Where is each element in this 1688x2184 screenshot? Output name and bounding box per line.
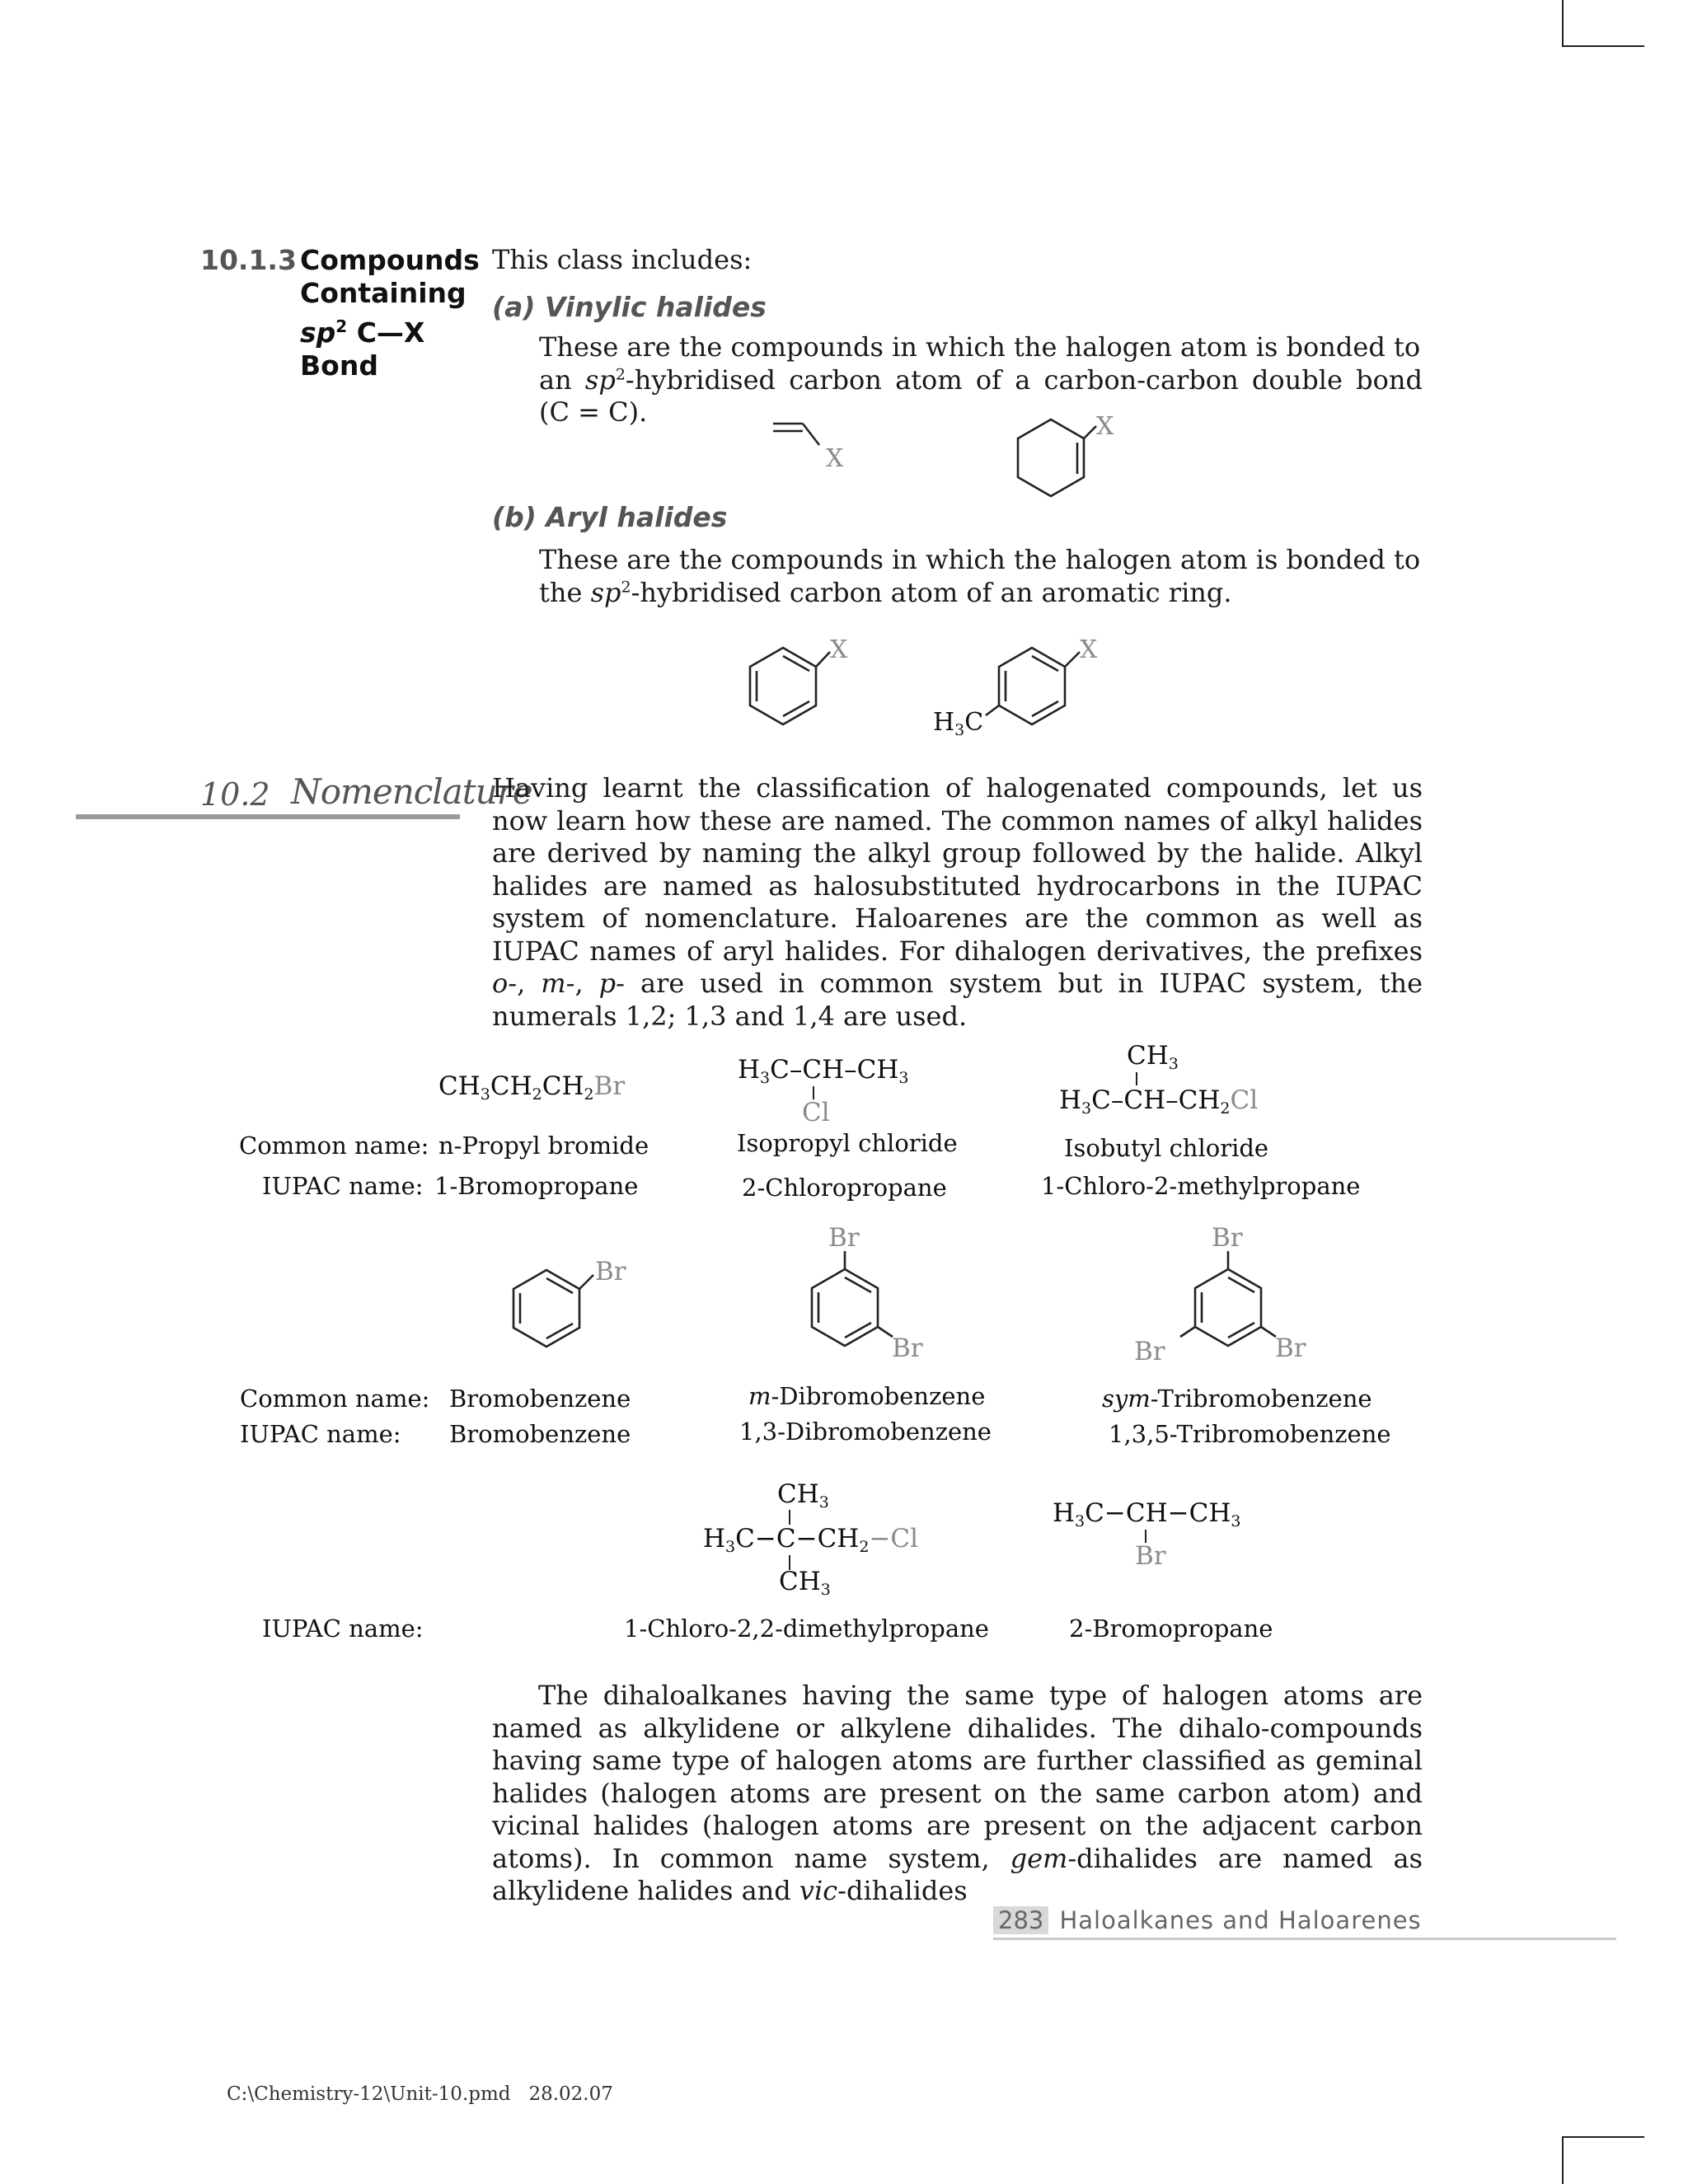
mdb-br-right: Br: [892, 1333, 923, 1363]
aryl-line-1: These are the compounds in which the halogen atom is bonded to: [539, 544, 1421, 575]
isob-d1: –: [1110, 1085, 1124, 1115]
section-title-line-3: [300, 310, 480, 349]
dibromo-rest: -Dibromobenzene: [771, 1382, 986, 1410]
isob-d2: –: [1165, 1085, 1179, 1115]
bp-s2: 3: [1231, 1512, 1241, 1530]
aryl-line-2-pre: the: [539, 576, 583, 608]
isob-h: H: [1059, 1085, 1082, 1115]
dihalo-text-c: -dihalides: [837, 1875, 968, 1906]
ring-x-bond: [1065, 652, 1080, 667]
bp-b2: −: [1167, 1498, 1189, 1528]
toluene-inner-bond-1: [1032, 656, 1058, 671]
dmp-b1: −: [754, 1524, 776, 1554]
isob-s0: 3: [1168, 1055, 1179, 1073]
dmp-main-chain: [703, 1524, 918, 1554]
section-title-line-2: Containing: [300, 277, 467, 309]
iso-cl: Cl: [802, 1098, 830, 1127]
section-number-10-2: 10.2: [200, 776, 270, 813]
f-br: Br: [593, 1071, 626, 1101]
section-title-sp: sp: [300, 316, 336, 349]
aryl-line-2: [539, 577, 1423, 610]
vinylic-heading: (a) Vinylic halides: [492, 291, 767, 323]
crop-mark-bottom-right-h: [1562, 2136, 1644, 2138]
dibromo-iupac-name: 1,3-Dibromobenzene: [739, 1418, 992, 1446]
isob-ch: CH: [1127, 1041, 1169, 1071]
bb-br-label: Br: [595, 1257, 626, 1286]
ring-methyl-bond: [986, 705, 999, 715]
crop-mark-bottom-right-v: [1562, 2136, 1564, 2184]
dihaloalkane-paragraph: [492, 1680, 1423, 1908]
cyclohexene-ring: [1018, 419, 1084, 496]
row1-common-label: Common name:: [239, 1132, 429, 1160]
mdb-right-bond: [878, 1327, 893, 1337]
isob-ch2: CH: [1178, 1085, 1221, 1115]
prefix-o: o-: [492, 968, 518, 999]
row3-iupac-label: IUPAC name:: [262, 1615, 424, 1643]
mdb-br-top: Br: [828, 1223, 860, 1253]
vinylic-sp: sp: [584, 363, 616, 396]
bromopropane-iupac-name: 2-Bromopropane: [1069, 1615, 1273, 1643]
stb-ring: [1195, 1269, 1261, 1346]
dmp-s1: 3: [725, 1538, 736, 1556]
ring-x-bond: [816, 652, 830, 667]
isob-cl: Cl: [1230, 1085, 1259, 1115]
section-number-10-1-3: 10.1.3: [200, 244, 297, 276]
isopropyl-chloride-formula: [738, 1055, 927, 1129]
propyl-iupac-name: 1-Bromopropane: [434, 1172, 639, 1200]
f-sub-2: 2: [532, 1085, 542, 1104]
f-sub-1: 3: [480, 1085, 490, 1104]
benzene-inner-bond-1: [783, 656, 809, 671]
bp-ch3: CH: [1189, 1498, 1231, 1528]
dmp-s2: 2: [859, 1538, 870, 1556]
page-footer: [993, 1906, 1422, 1934]
file-info: [227, 2083, 613, 2105]
dibromo-common-name: [748, 1382, 985, 1410]
vinylic-line-2-pre: an: [539, 363, 572, 396]
bb-ring: [513, 1270, 579, 1347]
dmp-c1: C: [735, 1524, 755, 1554]
methyl-sub: 3: [954, 721, 965, 739]
benzene-inner-bond-2: [783, 701, 809, 716]
aryl-sp-sup: 2: [621, 577, 631, 596]
bromobenzene-common-name: Bromobenzene: [449, 1385, 631, 1413]
f-ch-3: CH: [542, 1071, 584, 1101]
file-date: 28.02.07: [528, 2083, 613, 2105]
vinylic-line-2-post: -hybridised carbon atom of a carbon-carbon double bond: [625, 363, 1423, 396]
dihalo-text-a: The dihaloalkanes having the same type of halogen atoms are named as alkylidene or alkylene dihalides. The dihalo-compounds having same type of halogen atoms are further classified as geminal halides (halogen atoms are present on the same carbon atom) and vicinal halides (halogen atoms are present on the adjacent carbon atoms). In common name system,: [492, 1680, 1423, 1874]
section-title-10-1-3: [300, 244, 480, 382]
iso-ch3: CH: [856, 1055, 899, 1085]
benzene-ring: [750, 648, 816, 724]
iso-h: H: [738, 1055, 761, 1085]
cyclohexenyl-x-label: X: [1096, 412, 1114, 441]
stb-inner-2: [1228, 1323, 1254, 1338]
vinylic-line-3: (C = C).: [539, 396, 648, 428]
chapter-title: Haloalkanes and Haloarenes: [1059, 1906, 1422, 1934]
section-title-cx: C—X: [356, 316, 425, 349]
nomenclature-text-end: are used in common system but in IUPAC system, the numerals 1,2; 1,3 and 1,4 are used.: [492, 968, 1423, 1032]
f-sub-3: 2: [584, 1085, 594, 1104]
bp-h: H: [1053, 1498, 1076, 1528]
section-title-line-4: Bond: [300, 349, 378, 382]
m-dibromobenzene-structure: [779, 1220, 944, 1368]
cyclohexenyl-halide-structure: [981, 408, 1146, 507]
tribromo-sym: sym: [1102, 1385, 1151, 1413]
dmp-s-top: 3: [818, 1493, 829, 1511]
iso-ch: CH: [802, 1055, 845, 1085]
iso-d2: –: [844, 1055, 857, 1085]
iso-main-chain: [738, 1055, 909, 1085]
isob-ch-mid: CH: [1123, 1085, 1166, 1115]
dmp-top-bond: [789, 1510, 790, 1525]
vinylic-line-1: These are the compounds in which the halogen atom is bonded to: [539, 331, 1421, 363]
isob-s2: 2: [1220, 1099, 1231, 1118]
halobenzene-x-label: X: [830, 635, 848, 664]
tribromo-rest: -Tribromobenzene: [1150, 1385, 1372, 1413]
prefix-p: p-: [598, 968, 625, 999]
nomenclature-paragraph: Having learnt the classification of halogenated compounds, let us now learn how these are named. The common names of alkyl halides are derived by naming the alkyl group followed by the halide. Alkyl halides are named as halosubstituted hydrocarbons in the IUPAC system of nomenclature. Haloarenes are the common as well as IUPAC names of aryl halides. For dihalogen derivatives, the prefixes o-, m-, p- are used in common system but in IUPAC system, the numerals 1,2; 1,3 and 1,4 are used.: [492, 772, 1423, 1032]
sym-tribromobenzene-structure: [1121, 1220, 1319, 1368]
bromopropane-formula: [1053, 1498, 1267, 1581]
isopropyl-iupac-name: 2-Chloropropane: [742, 1174, 947, 1202]
bp-main-chain: [1053, 1498, 1240, 1528]
dihalo-text-b: -dihalides are named as alkylidene halides and: [492, 1842, 1423, 1906]
aryl-heading: (b) Aryl halides: [492, 501, 728, 533]
dimethylpropane-iupac-name: 1-Chloro-2,2-dimethylpropane: [624, 1615, 989, 1643]
row2-iupac-label: IUPAC name:: [240, 1420, 401, 1448]
dmp-top-ch3: [777, 1479, 829, 1509]
isob-main-chain: [1059, 1085, 1259, 1118]
dmp-ch2: CH: [817, 1524, 860, 1554]
vinyl-halide-structure: [767, 412, 865, 478]
dibromo-m: m: [748, 1382, 771, 1410]
section-rule: [76, 814, 460, 819]
bp-s1: 3: [1075, 1512, 1085, 1530]
propyl-bromide-formula: [438, 1071, 626, 1104]
dmp-cl: Cl: [890, 1524, 919, 1554]
file-path: C:\Chemistry-12\Unit-10.pmd: [227, 2083, 511, 2105]
bb-inner-1: [546, 1278, 573, 1293]
isob-s1: 3: [1081, 1099, 1092, 1118]
propyl-common-name: n-Propyl bromide: [438, 1132, 649, 1160]
vinylic-sp-sup: 2: [615, 364, 626, 383]
dmp-bottom-ch3: [779, 1567, 831, 1599]
iso-c1: C: [770, 1055, 790, 1085]
tribromo-iupac-name: 1,3,5-Tribromobenzene: [1109, 1420, 1391, 1448]
page-number: 283: [993, 1906, 1048, 1934]
bp-c1: C: [1085, 1498, 1104, 1528]
ring-x-bond: [1084, 426, 1096, 438]
bromobenzene-iupac-name: Bromobenzene: [449, 1420, 631, 1448]
dmp-c2: C: [776, 1524, 796, 1554]
isobutyl-chloride-formula: [1059, 1041, 1290, 1132]
intro-text: This class includes:: [492, 244, 753, 275]
iso-d1: –: [789, 1055, 803, 1085]
aryl-sp: sp: [590, 576, 621, 608]
nomenclature-text: Having learnt the classification of halogenated compounds, let us now learn how these are named. The common names of alkyl halides are derived by naming the alkyl group followed by the halide. Alkyl halides are named as halosubstituted hydrocarbons in the IUPAC system of nomenclature. Haloarenes are the common as well as IUPAC names of aryl halides. For dihalogen derivatives, the prefixes: [492, 772, 1423, 967]
row2-common-label: Common name:: [240, 1385, 430, 1413]
toluene-inner-bond-2: [1032, 701, 1058, 716]
stb-left-bond: [1180, 1327, 1195, 1337]
f-ch-1: CH: [438, 1071, 481, 1101]
dihalo-gem: gem: [1010, 1842, 1068, 1874]
isob-vertical-bond: [1136, 1072, 1137, 1085]
aryl-description: [539, 544, 1423, 609]
footer-rule: [993, 1938, 1616, 1940]
iso-s2: 3: [898, 1069, 909, 1087]
halotoluene-x-label: X: [1080, 635, 1098, 664]
dmp-b2: −: [795, 1524, 818, 1554]
bp-b1: −: [1104, 1498, 1126, 1528]
dmp-h: H: [703, 1524, 726, 1554]
dimethylpropane-formula: [703, 1479, 934, 1611]
aryl-line-2-post: -hybridised carbon atom of an aromatic ring.: [631, 576, 1232, 608]
vinylic-line-2: [539, 364, 1423, 397]
bb-inner-2: [546, 1324, 573, 1338]
tribromo-common-name: [1102, 1385, 1372, 1413]
methyl-label: [933, 708, 983, 739]
prefix-m: m-: [541, 968, 575, 999]
stb-right-bond: [1261, 1327, 1276, 1337]
bromobenzene-structure: [495, 1249, 659, 1356]
dihalo-vic: vic: [799, 1875, 838, 1906]
bp-br: Br: [1135, 1541, 1166, 1571]
section-title-nomenclature: Nomenclature: [291, 771, 532, 812]
dmp-s-bot: 3: [820, 1581, 831, 1599]
stb-br-left: Br: [1134, 1337, 1165, 1366]
toluene-ring: [999, 648, 1065, 724]
halobenzene-structure: [734, 626, 882, 733]
methyl-c: C: [964, 708, 984, 737]
stb-inner-1: [1228, 1277, 1254, 1292]
methyl-h: H: [933, 708, 955, 737]
vinyl-x-label: X: [826, 444, 844, 473]
isob-c: C: [1091, 1085, 1111, 1115]
section-title-line-1: Compounds: [300, 244, 480, 276]
crop-mark-top-right-v: [1562, 0, 1564, 46]
halotoluene-structure: [931, 626, 1146, 746]
iso-s1: 3: [760, 1069, 771, 1087]
stb-br-right: Br: [1275, 1333, 1306, 1363]
row1-iupac-label: IUPAC name:: [262, 1172, 424, 1200]
isopropyl-common-name: Isopropyl chloride: [737, 1129, 958, 1157]
mdb-ring: [812, 1269, 878, 1346]
c-x-bond: [803, 424, 819, 445]
bp-ch: CH: [1125, 1498, 1168, 1528]
dmp-b3: −: [869, 1524, 891, 1554]
dmp-ch-bot: CH: [779, 1567, 821, 1596]
f-ch-2: CH: [490, 1071, 532, 1101]
mdb-inner-2: [845, 1323, 871, 1338]
isobutyl-common-name: Isobutyl chloride: [1064, 1134, 1269, 1162]
isob-top-ch3: [1127, 1041, 1179, 1071]
stb-br-top: Br: [1212, 1223, 1243, 1253]
section-title-sp-sup: 2: [335, 316, 348, 336]
crop-mark-top-right-h: [1562, 45, 1644, 47]
dmp-ch-top: CH: [777, 1479, 819, 1509]
bb-br-bond: [579, 1275, 593, 1289]
mdb-inner-1: [845, 1277, 871, 1292]
isobutyl-iupac-name: 1-Chloro-2-methylpropane: [1041, 1172, 1361, 1200]
